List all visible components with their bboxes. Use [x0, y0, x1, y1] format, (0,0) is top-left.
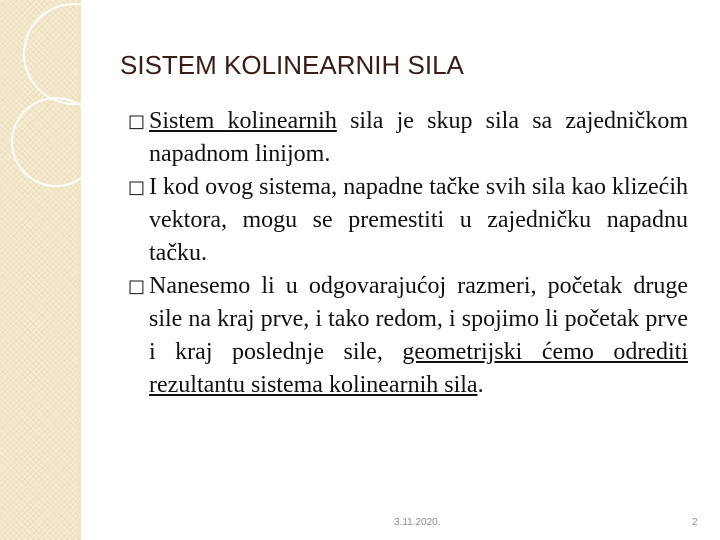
footer-date: 3.11.2020.	[394, 517, 441, 528]
bullet-text: I kod ovog sistema, napadne tačke svih sila kao klizećih vektora, mogu se premestiti u zajedničku napadnu tačku.	[149, 174, 688, 266]
underlined-text: geometrijski ćemo odrediti rezultantu sistema kolinearnih sila	[149, 339, 688, 398]
bullet-box-icon: □	[128, 111, 146, 132]
slide-title: SISTEM KOLINEARNIH SILA	[120, 50, 464, 80]
bullet-item-2	[128, 171, 688, 270]
underlined-text: Sistem	[149, 108, 228, 134]
bullet-box-icon: □	[128, 177, 146, 198]
bullet-item-1	[128, 105, 688, 171]
bullet-list	[128, 105, 688, 402]
bullet-item-3	[128, 270, 688, 402]
bullet-text: sila je skup sila sa zajedničkom napadnom linijom.	[149, 108, 688, 167]
underlined-text: kolinearnih	[227, 108, 337, 134]
bullet-box-icon: □	[128, 276, 146, 297]
bullet-text: Nanesemo li u odgovarajućoj razmeri, početak druge sile na kraj prve, i tako redom, i spojimo li početak prve i kraj poslednje sile,	[149, 273, 688, 365]
page-number: 2	[692, 517, 698, 528]
bullet-text: .	[477, 372, 484, 398]
